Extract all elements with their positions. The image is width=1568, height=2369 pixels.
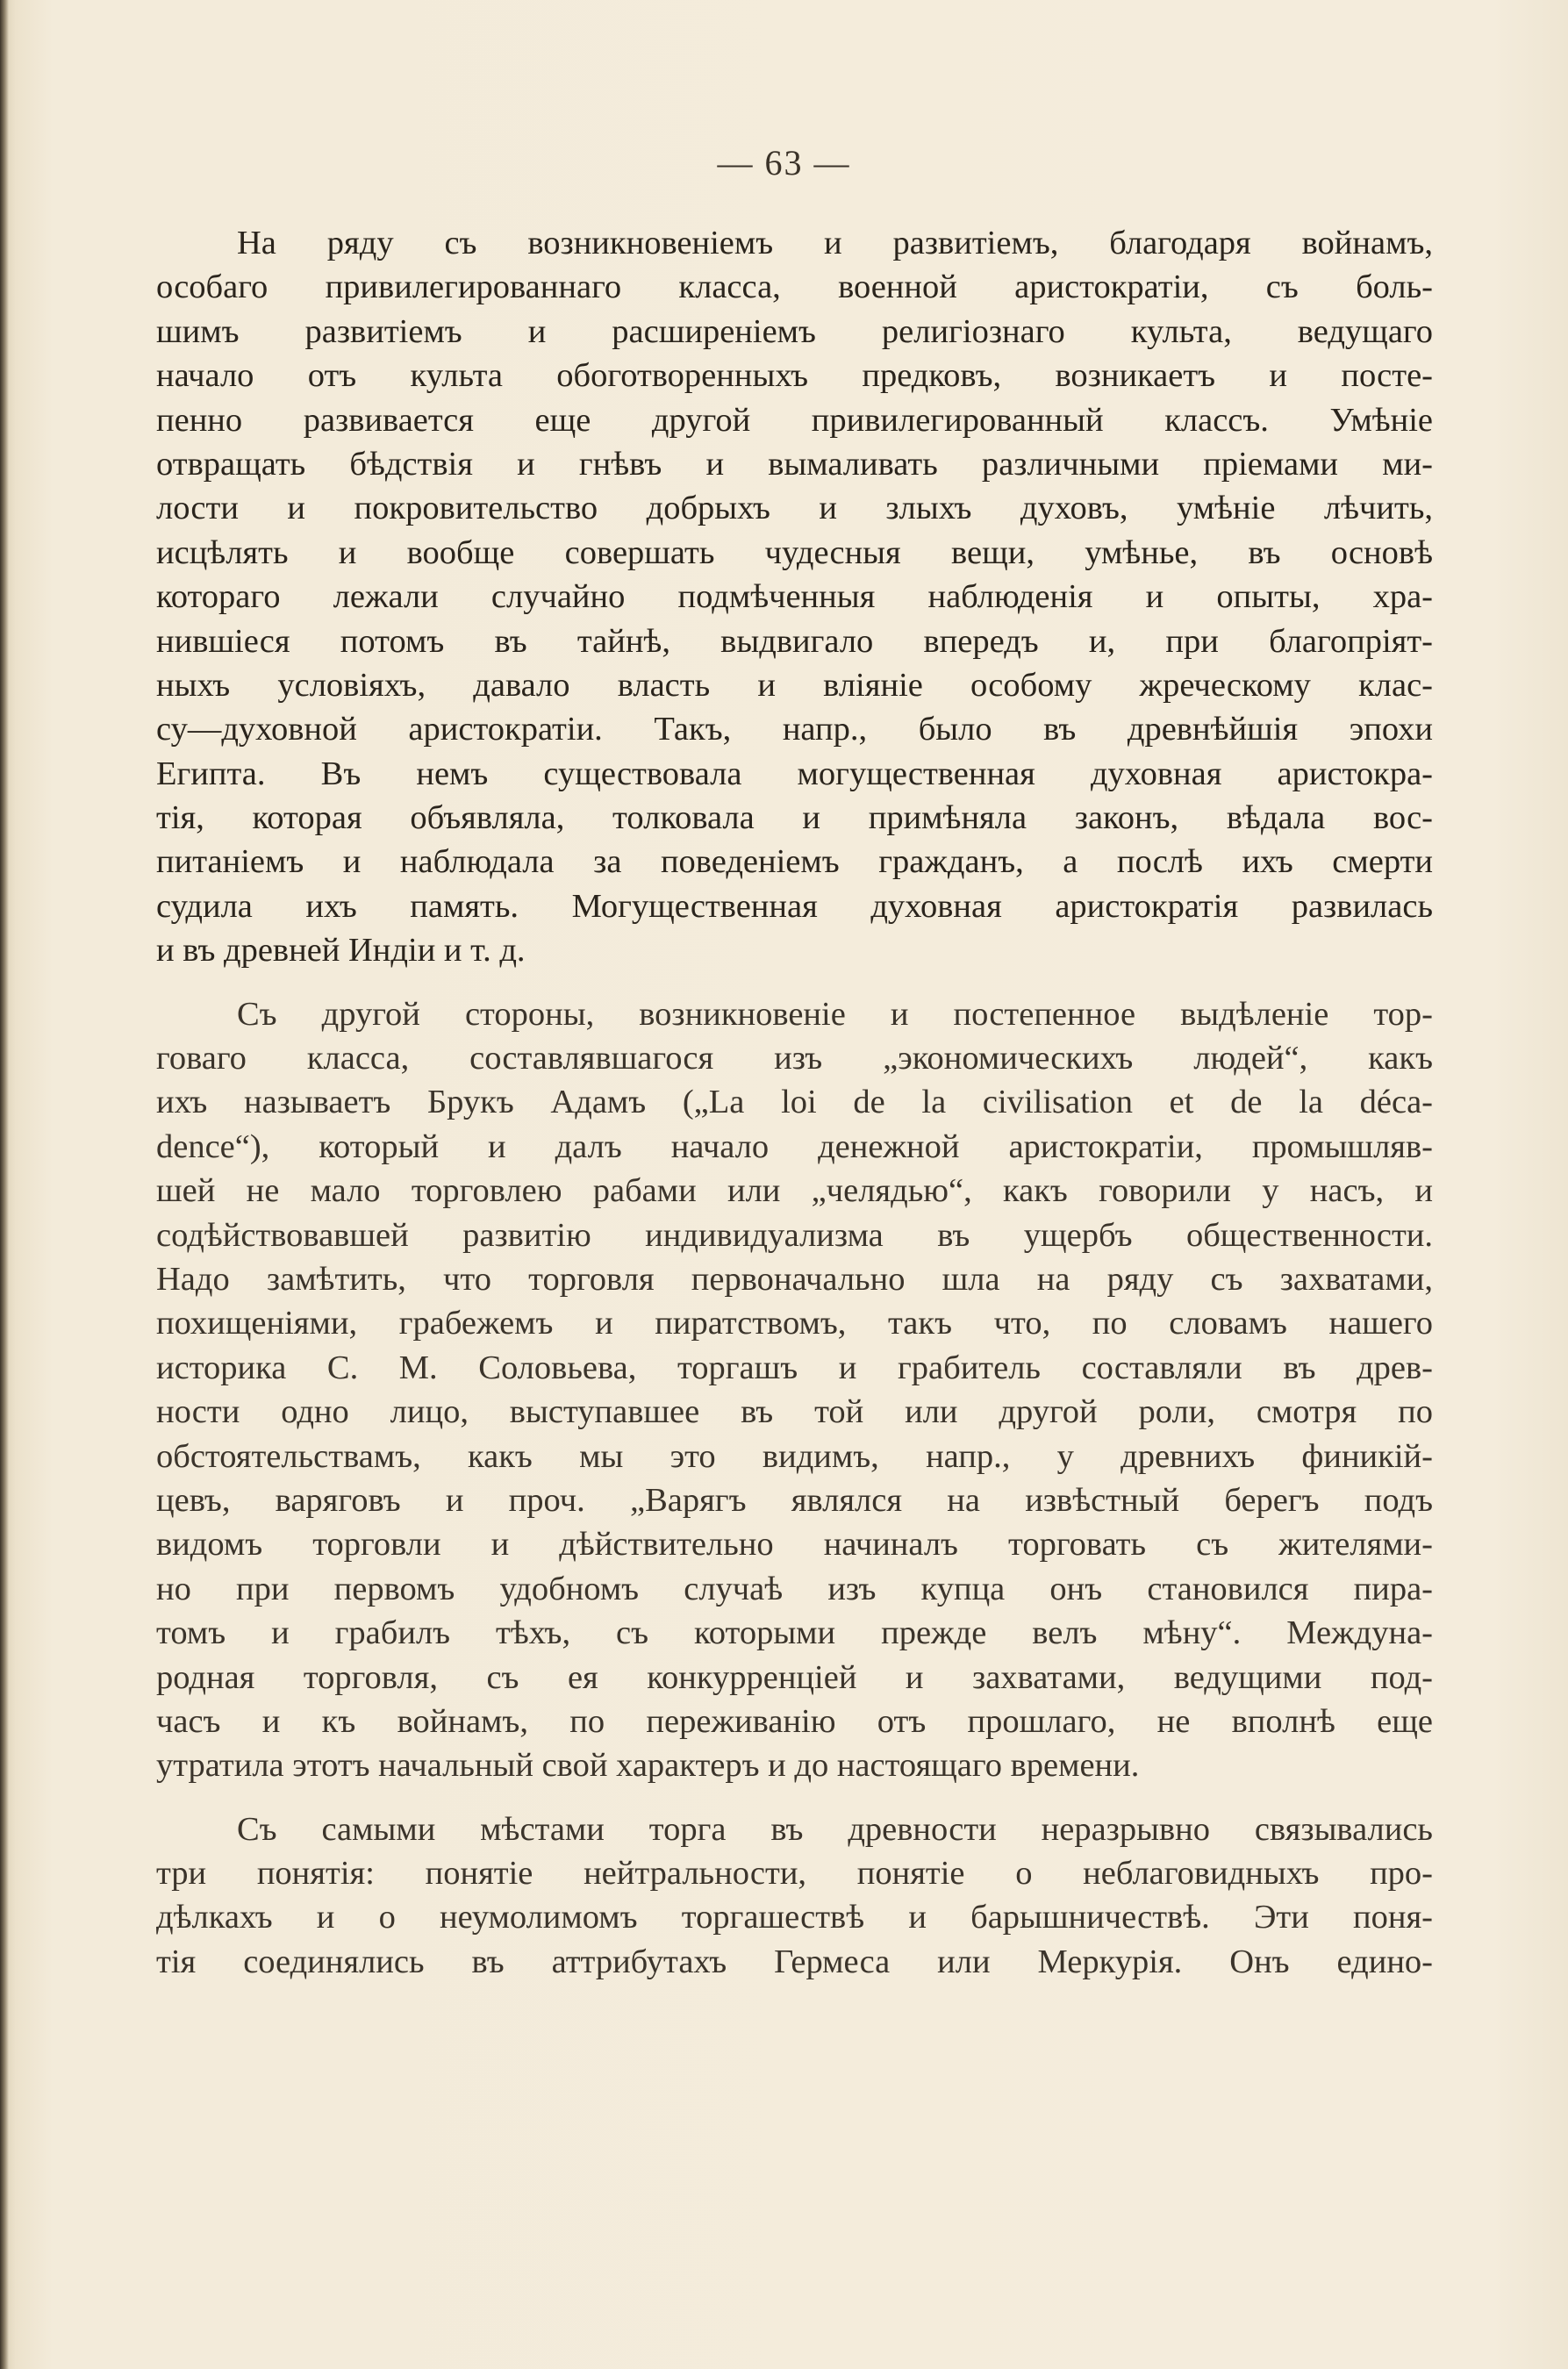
text-line: особаго привилегированнаго класса, военной аристократіи, съ боль- <box>156 268 1433 306</box>
text-line: су—духовной аристократіи. Такъ, напр., было въ древнѣйшія эпохи <box>156 711 1433 748</box>
text-line: но при первомъ удобномъ случаѣ изъ купца онъ становился пира- <box>156 1570 1433 1607</box>
text-line: тія, которая объявляла, толковала и примѣняла законъ, вѣдала вос- <box>156 799 1433 837</box>
paragraph <box>156 1807 1433 1985</box>
text-line: Съ самыми мѣстами торга въ древности неразрывно связывались <box>237 1810 1433 1848</box>
text-line: пенно развивается еще другой привилегированный классъ. Умѣніе <box>156 401 1433 439</box>
paragraph <box>156 992 1433 1788</box>
text-line: ихъ называетъ Брукъ Адамъ („La loi de la civilisation et de la déca- <box>156 1084 1433 1121</box>
text-line: питаніемъ и наблюдала за поведеніемъ гражданъ, а послѣ ихъ смерти <box>156 843 1433 881</box>
text-line: шей не мало торговлею рабами или „челядью“, какъ говорили у насъ, и <box>156 1172 1433 1210</box>
text-line: тія соединялись въ аттрибутахъ Гермеса или Меркурія. Онъ едино- <box>156 1943 1433 1980</box>
text-line: На ряду съ возникновеніемъ и развитіемъ, благодаря войнамъ, <box>237 225 1433 261</box>
body-text <box>156 221 1433 2003</box>
text-line: нившіеся потомъ въ тайнѣ, выдвигало впередъ и, при благопріят- <box>156 622 1433 660</box>
text-line: видомъ торговли и дѣйствительно начиналъ торговать съ жителями- <box>156 1526 1433 1564</box>
text-line: Египта. Въ немъ существовала могущественная духовная аристокра- <box>156 755 1433 792</box>
page-binding-edge <box>0 0 9 2369</box>
text-line: говаго класса, составлявшагося изъ „экономическихъ людей“, какъ <box>156 1040 1433 1077</box>
text-line: ности одно лицо, выступавшее въ той или другой роли, смотря по <box>156 1393 1433 1431</box>
text-line: цевъ, варяговъ и проч. „Варягъ являлся на извѣстный берегъ подъ <box>156 1481 1433 1519</box>
text-line: дѣлкахъ и о неумолимомъ торгашествѣ и барышничествѣ. Эти поня- <box>156 1899 1433 1936</box>
text-line: начало отъ культа обоготворенныхъ предковъ, возникаетъ и посте- <box>156 357 1433 395</box>
text-line: Надо замѣтить, что торговля первоначально шла на ряду съ захватами, <box>156 1260 1433 1298</box>
text-line: лости и покровительство добрыхъ и злыхъ духовъ, умѣніе лѣчить, <box>156 490 1433 527</box>
text-line: отвращать бѣдствія и гнѣвъ и вымаливать различными пріемами ми- <box>156 445 1433 483</box>
text-line: обстоятельствамъ, какъ мы это видимъ, напр., у древнихъ финикій- <box>156 1437 1433 1475</box>
text-line: Съ другой стороны, возникновеніе и постепенное выдѣленіе тор- <box>237 995 1433 1033</box>
text-line: часъ и къ войнамъ, по переживанію отъ прошлаго, не вполнѣ еще <box>156 1702 1433 1740</box>
text-line: три понятія: понятіе нейтральности, понятіе о неблаговидныхъ про- <box>156 1855 1433 1893</box>
text-line: утратила этотъ начальный свой характеръ и до настоящаго времени. <box>156 1747 1140 1785</box>
text-line: ныхъ условіяхъ, давало власть и вліяніе особому жреческому клас- <box>156 666 1433 704</box>
text-line: содѣйствовавшей развитію индивидуализма въ ущербъ общественности. <box>156 1216 1433 1254</box>
text-line: историка С. М. Соловьева, торгашъ и грабитель составляли въ древ- <box>156 1349 1433 1386</box>
text-line: котораго лежали случайно подмѣченныя наблюденія и опыты, хра- <box>156 578 1433 616</box>
text-line: похищеніями, грабежемъ и пиратствомъ, такъ что, по словамъ нашего <box>156 1305 1433 1342</box>
paragraph <box>156 221 1433 973</box>
text-line: родная торговля, съ ея конкурренціей и захватами, ведущими под- <box>156 1658 1433 1696</box>
text-line: судила ихъ память. Могущественная духовная аристократія развилась <box>156 887 1433 925</box>
page-number: — 63 — <box>717 143 851 183</box>
text-line: исцѣлять и вообще совершать чудесныя вещи, умѣнье, въ основѣ <box>156 533 1433 571</box>
text-line: dence“), который и далъ начало денежной аристократіи, промышляв- <box>156 1127 1433 1165</box>
text-line: томъ и грабилъ тѣхъ, съ которыми прежде велъ мѣну“. Междуна- <box>156 1614 1433 1652</box>
text-line: шимъ развитіемъ и расширеніемъ религіознаго культа, ведущаго <box>156 312 1433 350</box>
text-line: и въ древней Индіи и т. д. <box>156 932 526 970</box>
